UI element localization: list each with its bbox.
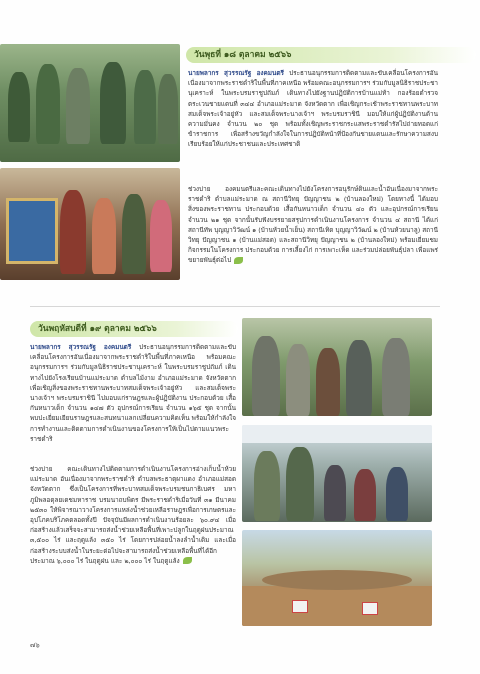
photo-reservoir-site xyxy=(242,530,432,626)
section-date-header: วันพุธที่ ๑๘ ตุลาคม ๒๕๖๖ xyxy=(186,47,476,63)
photo-tent-visit xyxy=(242,425,432,522)
lead-name: นายพลากร สุวรรณรัฐ องคมนตรี xyxy=(30,343,132,351)
section-date-header: วันพฤหัสบดีที่ ๑๙ ตุลาคม ๒๕๖๖ xyxy=(30,321,238,337)
photo-officers-ceremony xyxy=(0,44,180,162)
paragraph-body: ช่วงบ่าย คณะเดินทางไปติดตามการดำเนินงานโครงการอ่างเก็บน้ำห้วยแม่ระมาด อันเนื่องมาจากพระราชดำริ ตำบลพระธาตุผาแดง อำเภอแม่สอด จังหวัดตาก ซึ่งเป็นโครงการที่พระบาทสมเด็จพระบรมชนกาธิเบศร มหาภูมิพลอดุลยเดชมหาราช บรมนาถบพิตร มีพระราชดำริเมื่อวันที่ ๓๑ มีนาคม ๒๕๓๐ ให้พิจารณาวางโครงการแหล่งน้ำช่วยเหลือราษฎรเพื่อการเกษตรและอุปโภคบริโภคตลอดทั้งปี ปัจจุบันมีผลการดำเนินงานร้อยละ ๖๐.๙๔ เมื่อก่อสร้างแล้วเสร็จจะสามารถส่งน้ำช่วยเหลือพื้นที่เพาะปลูกในฤดูฝนประมาณ ๓,๕๐๐ ไร่ และฤดูแล้ง ๓๕๐ ไร่ โดยการปล่อยน้ำลงลำน้ำเดิม และเมื่อก่อสร้างระบบส่งน้ำในระยะต่อไปจะสามารถส่งน้ำช่วยเหลือพื้นที่ได้อีกประมาณ ๖,๐๐๐ ไร่ ในฤดูฝน และ ๒,๐๐๐ ไร่ ในฤดูแล้ง xyxy=(30,465,236,565)
section-divider xyxy=(30,306,440,307)
paragraph-body: ประธานอนุกรรมการติดตามและขับเคลื่อนโครงการอันเนื่องมาจากพระราชดำริในพื้นที่ภาคเหนือ พร้อมคณะอนุกรรมการฯ ร่วมกับมูลนิธิราชประชานุเคราะห์ ในพระบรมราชูปถัมภ์ เดินทางไปยังฐานปฏิบัติการบ้านแม่ท้า กองร้อยตำรวจตระเวนชายแดนที่ ๓๔๔ อำเภอแม่ระมาด จังหวัดตาก เพื่อเชิญกระเช้าพระราชทานพระบาทสมเด็จพระเจ้าอยู่หัว และสมเด็จพระนางเจ้าฯ พระบรมราชินี มอบให้แก่ผู้ปฏิบัติงานด้านความมั่นคง จำนวน ๒๐ ชุด พร้อมทั้งเชิญพระราชกระแสพระราชดำรัสไปถ่ายทอดแก่ข้าราชการ เพื่อสร้างขวัญกำลังใจในการปฏิบัติหน้าที่ป้องกันชายแดนและรักษาความสงบเรียบร้อยให้แก่ประชาชนและประเทศชาติ xyxy=(188,69,438,149)
page-number: ๗๖ xyxy=(30,641,40,649)
leaf-ornament-icon xyxy=(183,557,192,564)
section-paragraph xyxy=(188,184,438,266)
section-paragraph xyxy=(188,68,438,150)
photo-officials-group xyxy=(242,318,432,416)
section-paragraph xyxy=(30,464,236,566)
photo-gift-presentation xyxy=(0,168,180,280)
lead-name: นายพลากร สุวรรณรัฐ องคมนตรี xyxy=(188,69,284,77)
leaf-ornament-icon xyxy=(234,257,243,264)
paragraph-body: ช่วงบ่าย องคมนตรีและคณะเดินทางไปยังโครงการอนุรักษ์ดินและน้ำอันเนื่องมาจากพระราชดำริ ตำบลแม่ระมาด ณ สถานีวิทยุ ปัญญาชน ๒ (บ้านลองใหม่) โดยทางนี้ ได้มอบสิ่งของพระราชทาน ประกอบด้วย เสื้อกันหนาวเด็ก จำนวน ๔๐ ตัว และอุปกรณ์การเรียน จำนวน ๒๑ ชุด จากนั้นรับฟังบรรยายสรุปการดำเนินงานโครงการ จำนวน ๔ สถานี ได้แก่ สถานีทัพ บุญญาวิวัฒน์ ๑ (บ้านห้วยน้ำเย็น) สถานีเทิด บุญญาวิวัฒน์ ๒ (บ้านห้วยนาลู) สถานีวิทยุ ปัญญาชน ๑ (บ้านแม่สอด) และสถานีวิทยุ ปัญญาชน ๒ (บ้านลองใหม่) พร้อมเยี่ยมชมกิจกรรมในโครงการ ประกอบด้วย การเลี้ยงไก่ การเพาะเห็ด และร่วมปล่อยพันธุ์ปลา เพื่อแพร่ขยายพันธุ์ต่อไป xyxy=(188,185,438,265)
section-paragraph xyxy=(30,342,236,444)
paragraph-body: ประธานอนุกรรมการติดตามและขับเคลื่อนโครงการอันเนื่องมาจากพระราชดำริในพื้นที่ภาคเหนือ พร้อมคณะอนุกรรมการฯ ร่วมกับมูลนิธิราชประชานุเคราะห์ ในพระบรมราชูปถัมภ์ เดินทางไปยังโรงเรียนบ้านแม่ระมาด ตำบลไม้งาม อำเภอแม่ระมาด จังหวัดตาก เพื่อเชิญสิ่งของพระราชทานพระบาทสมเด็จพระเจ้าอยู่หัว และสมเด็จพระนางเจ้าฯ พระบรมราชินี ไปมอบแก่ราษฎรและผู้ปฏิบัติงาน ประกอบด้วย เสื้อกันหนาวเด็ก จำนวน ๑๔๗ ตัว อุปกรณ์การเรียน จำนวน ๑๖๕ ชุด จากนั้นพบปะเยี่ยมเยียนราษฎรและสนทนาแลกเปลี่ยนความคิดเห็น พร้อมให้กำลังใจการทำงานและติดตามการดำเนินงานของโครงการให้เป็นไปตามแนวพระราชดำริ xyxy=(30,343,237,443)
